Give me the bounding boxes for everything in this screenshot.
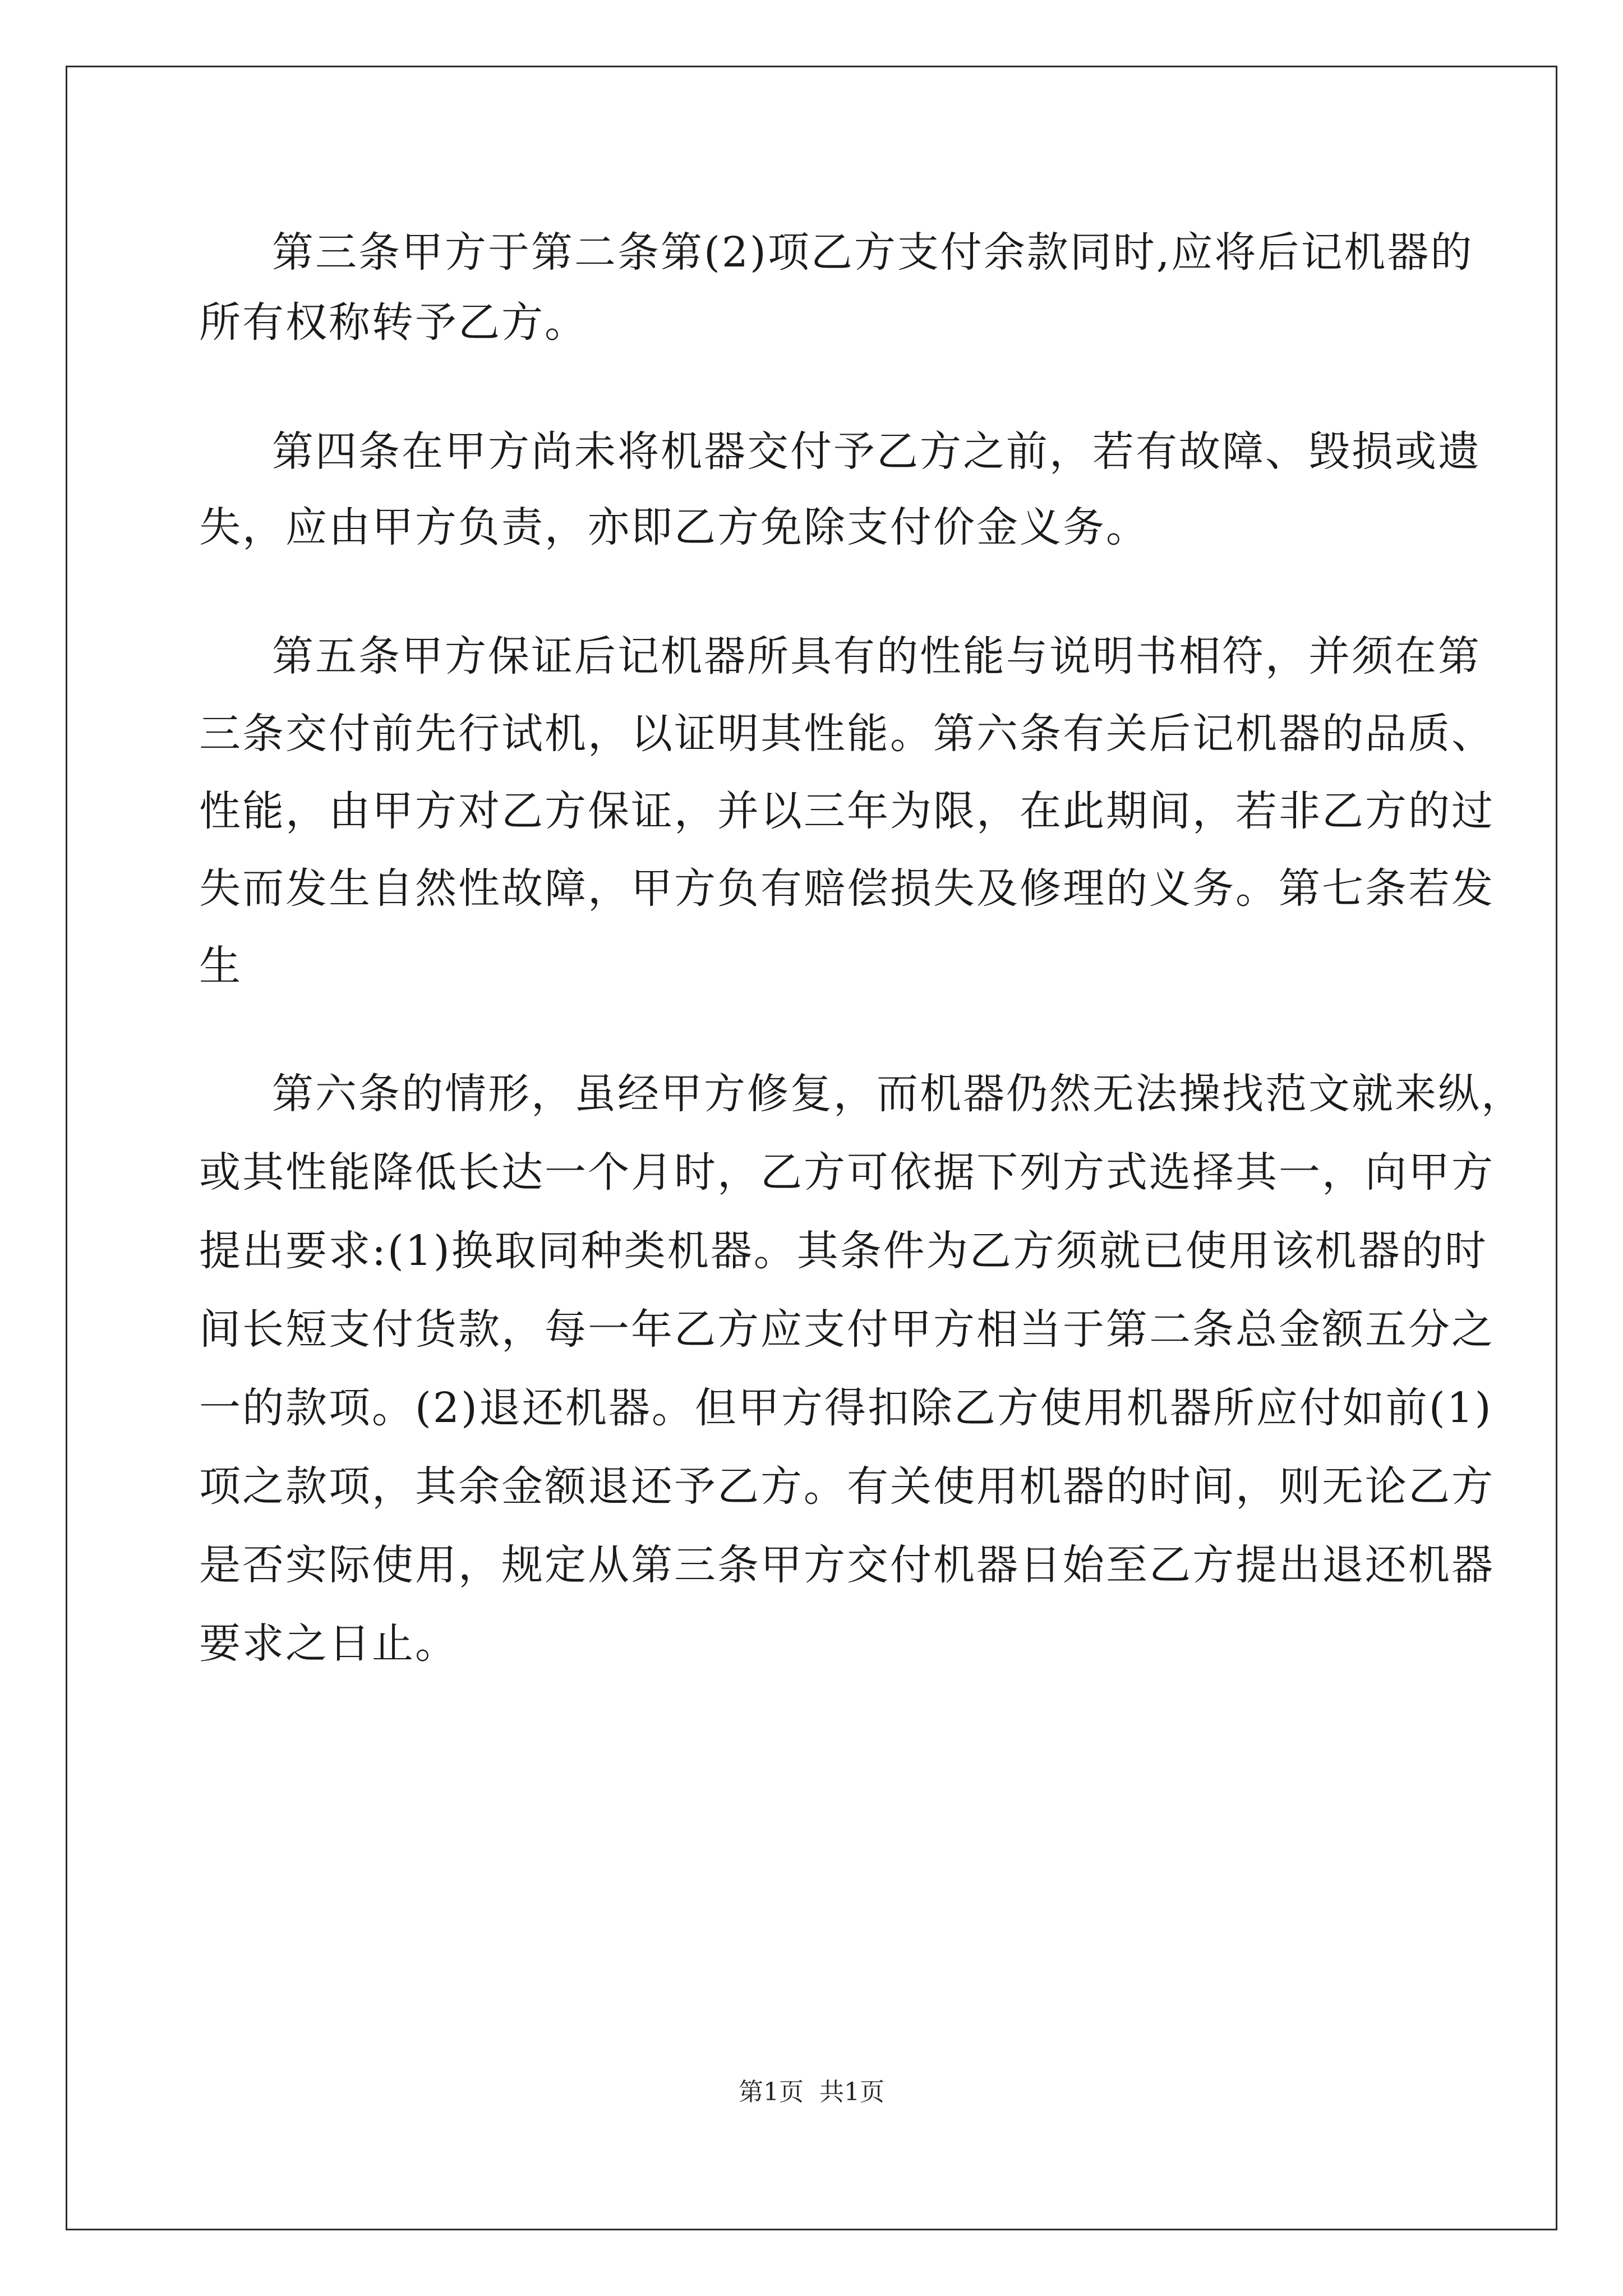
text-line: 所有权称转予乙方。	[199, 298, 588, 347]
text-line: 生	[199, 942, 242, 990]
text-line: 间长短支付货款，每一年乙方应支付甲方相当于第二条总金额五分之	[199, 1305, 1495, 1354]
text-line: 性能，由甲方对乙方保证，并以三年为限，在此期间，若非乙方的过	[199, 787, 1495, 835]
text-line: 一的款项。(2)退还机器。但甲方得扣除乙方使用机器所应付如前(1)	[199, 1384, 1493, 1432]
text-line: 是否实际使用，规定从第三条甲方交付机器日始至乙方提出退还机器	[199, 1541, 1495, 1589]
text-line: 第四条在甲方尚未将机器交付予乙方之前，若有故障、毁损或遗	[272, 427, 1481, 476]
text-line: 失，应由甲方负责，亦即乙方免除支付价金义务。	[199, 503, 1149, 551]
text-line: 第三条甲方于第二条第(2)项乙方支付余款同时,应将后记机器的	[272, 228, 1474, 277]
text-line: 要求之日止。	[199, 1619, 458, 1668]
text-line: 项之款项，其余金额退还予乙方。有关使用机器的时间，则无论乙方	[199, 1462, 1495, 1511]
page-number-total: 共1页	[819, 2078, 884, 2106]
page-footer	[0, 2076, 1623, 2109]
text-line: 三条交付前先行试机，以证明其性能。第六条有关后记机器的品质、	[199, 710, 1495, 758]
text-line: 第六条的情形，虽经甲方修复，而机器仍然无法操找范文就来纵，	[272, 1070, 1524, 1118]
text-line: 失而发生自然性故障，甲方负有赔偿损失及修理的义务。第七条若发	[199, 864, 1495, 913]
page-number-current: 第1页	[739, 2078, 804, 2106]
text-line: 第五条甲方保证后记机器所具有的性能与说明书相符，并须在第	[272, 632, 1481, 680]
text-line: 或其性能降低长达一个月时，乙方可依据下列方式选择其一，向甲方	[199, 1148, 1495, 1197]
text-line: 提出要求:(1)换取同种类机器。其条件为乙方须就已使用该机器的时	[199, 1227, 1488, 1275]
